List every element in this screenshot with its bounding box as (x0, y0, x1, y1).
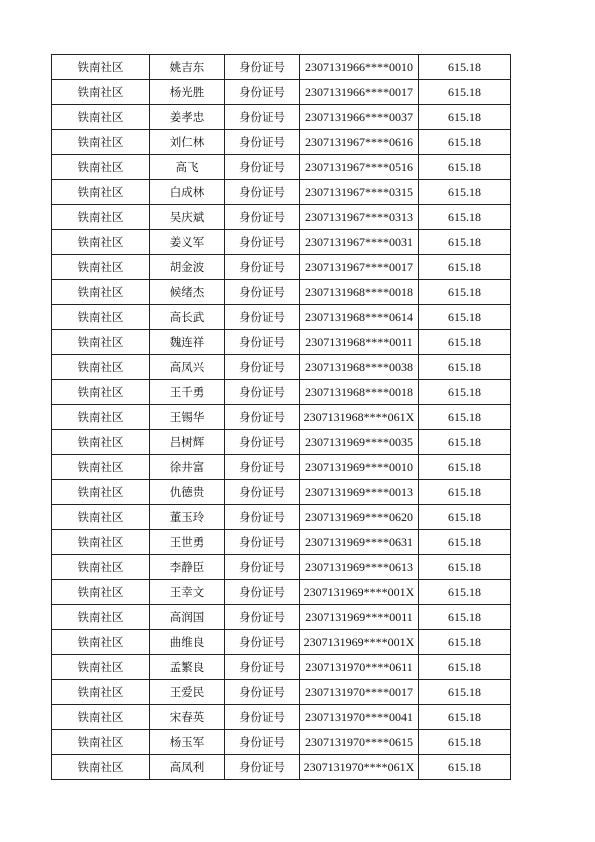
id-number-cell: 2307131967****0031 (300, 230, 419, 255)
id-type-cell: 身份证号 (225, 380, 300, 405)
name-cell: 董玉玲 (150, 505, 225, 530)
community-cell: 铁南社区 (52, 705, 150, 730)
table-row (52, 330, 511, 355)
id-type-cell: 身份证号 (225, 405, 300, 430)
table-row (52, 280, 511, 305)
community-cell: 铁南社区 (52, 405, 150, 430)
name-cell: 姜义军 (150, 230, 225, 255)
id-type-cell: 身份证号 (225, 480, 300, 505)
id-type-cell: 身份证号 (225, 180, 300, 205)
name-cell: 王千勇 (150, 380, 225, 405)
community-cell: 铁南社区 (52, 205, 150, 230)
community-cell: 铁南社区 (52, 730, 150, 755)
id-type-cell: 身份证号 (225, 555, 300, 580)
name-cell: 王世勇 (150, 530, 225, 555)
name-cell: 高飞 (150, 155, 225, 180)
amount-cell: 615.18 (419, 230, 511, 255)
table-row (52, 180, 511, 205)
community-cell: 铁南社区 (52, 455, 150, 480)
id-type-cell: 身份证号 (225, 255, 300, 280)
id-number-cell: 2307131966****0037 (300, 105, 419, 130)
name-cell: 宋春英 (150, 705, 225, 730)
community-cell: 铁南社区 (52, 655, 150, 680)
amount-cell: 615.18 (419, 55, 511, 80)
id-type-cell: 身份证号 (225, 705, 300, 730)
id-number-cell: 2307131969****0631 (300, 530, 419, 555)
id-type-cell: 身份证号 (225, 630, 300, 655)
community-cell: 铁南社区 (52, 530, 150, 555)
table-row (52, 55, 511, 80)
id-type-cell: 身份证号 (225, 80, 300, 105)
id-number-cell: 2307131968****0018 (300, 380, 419, 405)
id-number-cell: 2307131969****0011 (300, 605, 419, 630)
community-cell: 铁南社区 (52, 55, 150, 80)
id-number-cell: 2307131969****001X (300, 630, 419, 655)
table-row (52, 80, 511, 105)
table-row (52, 680, 511, 705)
table-row (52, 605, 511, 630)
id-number-cell: 2307131970****0615 (300, 730, 419, 755)
community-cell: 铁南社区 (52, 380, 150, 405)
name-cell: 高长武 (150, 305, 225, 330)
amount-cell: 615.18 (419, 405, 511, 430)
community-cell: 铁南社区 (52, 355, 150, 380)
name-cell: 曲维良 (150, 630, 225, 655)
id-type-cell: 身份证号 (225, 580, 300, 605)
name-cell: 仇德贵 (150, 480, 225, 505)
amount-cell: 615.18 (419, 305, 511, 330)
table-row (52, 505, 511, 530)
id-type-cell: 身份证号 (225, 205, 300, 230)
community-cell: 铁南社区 (52, 80, 150, 105)
id-type-cell: 身份证号 (225, 655, 300, 680)
table-row (52, 705, 511, 730)
name-cell: 候绪杰 (150, 280, 225, 305)
table-row (52, 555, 511, 580)
id-number-cell: 2307131967****0315 (300, 180, 419, 205)
table-row (52, 530, 511, 555)
amount-cell: 615.18 (419, 155, 511, 180)
id-number-cell: 2307131968****0018 (300, 280, 419, 305)
community-cell: 铁南社区 (52, 630, 150, 655)
id-type-cell: 身份证号 (225, 505, 300, 530)
name-cell: 吴庆斌 (150, 205, 225, 230)
table-row (52, 455, 511, 480)
community-cell: 铁南社区 (52, 505, 150, 530)
community-cell: 铁南社区 (52, 105, 150, 130)
id-type-cell: 身份证号 (225, 680, 300, 705)
community-cell: 铁南社区 (52, 230, 150, 255)
records-table-body (52, 55, 511, 780)
community-cell: 铁南社区 (52, 680, 150, 705)
community-cell: 铁南社区 (52, 280, 150, 305)
community-cell: 铁南社区 (52, 330, 150, 355)
id-type-cell: 身份证号 (225, 330, 300, 355)
id-number-cell: 2307131970****0041 (300, 705, 419, 730)
id-number-cell: 2307131968****0011 (300, 330, 419, 355)
id-number-cell: 2307131968****0038 (300, 355, 419, 380)
name-cell: 高凤利 (150, 755, 225, 780)
amount-cell: 615.18 (419, 480, 511, 505)
name-cell: 王爱民 (150, 680, 225, 705)
table-row (52, 105, 511, 130)
table-row (52, 655, 511, 680)
amount-cell: 615.18 (419, 555, 511, 580)
table-row (52, 230, 511, 255)
id-number-cell: 2307131966****0017 (300, 80, 419, 105)
community-cell: 铁南社区 (52, 605, 150, 630)
id-number-cell: 2307131970****061X (300, 755, 419, 780)
records-table (51, 54, 511, 780)
id-type-cell: 身份证号 (225, 305, 300, 330)
amount-cell: 615.18 (419, 105, 511, 130)
id-number-cell: 2307131969****0010 (300, 455, 419, 480)
id-number-cell: 2307131967****0516 (300, 155, 419, 180)
community-cell: 铁南社区 (52, 155, 150, 180)
amount-cell: 615.18 (419, 430, 511, 455)
community-cell: 铁南社区 (52, 430, 150, 455)
name-cell: 高凤兴 (150, 355, 225, 380)
table-row (52, 355, 511, 380)
amount-cell: 615.18 (419, 630, 511, 655)
community-cell: 铁南社区 (52, 755, 150, 780)
id-number-cell: 2307131966****0010 (300, 55, 419, 80)
amount-cell: 615.18 (419, 730, 511, 755)
id-number-cell: 2307131969****0613 (300, 555, 419, 580)
community-cell: 铁南社区 (52, 580, 150, 605)
amount-cell: 615.18 (419, 705, 511, 730)
table-row (52, 130, 511, 155)
amount-cell: 615.18 (419, 255, 511, 280)
name-cell: 王幸文 (150, 580, 225, 605)
id-number-cell: 2307131967****0616 (300, 130, 419, 155)
table-row (52, 405, 511, 430)
name-cell: 魏连祥 (150, 330, 225, 355)
amount-cell: 615.18 (419, 330, 511, 355)
amount-cell: 615.18 (419, 80, 511, 105)
amount-cell: 615.18 (419, 355, 511, 380)
table-row (52, 755, 511, 780)
table-row (52, 380, 511, 405)
id-number-cell: 2307131967****0017 (300, 255, 419, 280)
name-cell: 王锡华 (150, 405, 225, 430)
community-cell: 铁南社区 (52, 180, 150, 205)
id-type-cell: 身份证号 (225, 155, 300, 180)
community-cell: 铁南社区 (52, 555, 150, 580)
name-cell: 杨光胜 (150, 80, 225, 105)
amount-cell: 615.18 (419, 180, 511, 205)
table-row (52, 305, 511, 330)
table-row (52, 255, 511, 280)
id-type-cell: 身份证号 (225, 455, 300, 480)
id-number-cell: 2307131967****0313 (300, 205, 419, 230)
id-number-cell: 2307131969****0035 (300, 430, 419, 455)
amount-cell: 615.18 (419, 580, 511, 605)
id-number-cell: 2307131970****0017 (300, 680, 419, 705)
table-row (52, 430, 511, 455)
table-row (52, 730, 511, 755)
id-number-cell: 2307131969****001X (300, 580, 419, 605)
table-row (52, 155, 511, 180)
name-cell: 李静臣 (150, 555, 225, 580)
id-number-cell: 2307131968****0614 (300, 305, 419, 330)
id-type-cell: 身份证号 (225, 105, 300, 130)
name-cell: 徐井富 (150, 455, 225, 480)
id-number-cell: 2307131970****0611 (300, 655, 419, 680)
amount-cell: 615.18 (419, 605, 511, 630)
amount-cell: 615.18 (419, 280, 511, 305)
table-row (52, 580, 511, 605)
amount-cell: 615.18 (419, 530, 511, 555)
id-type-cell: 身份证号 (225, 355, 300, 380)
table-row (52, 205, 511, 230)
amount-cell: 615.18 (419, 505, 511, 530)
id-type-cell: 身份证号 (225, 430, 300, 455)
id-number-cell: 2307131969****0620 (300, 505, 419, 530)
id-type-cell: 身份证号 (225, 230, 300, 255)
name-cell: 姜孝忠 (150, 105, 225, 130)
name-cell: 孟繁良 (150, 655, 225, 680)
name-cell: 高润国 (150, 605, 225, 630)
community-cell: 铁南社区 (52, 480, 150, 505)
id-type-cell: 身份证号 (225, 280, 300, 305)
name-cell: 白成林 (150, 180, 225, 205)
amount-cell: 615.18 (419, 455, 511, 480)
community-cell: 铁南社区 (52, 305, 150, 330)
id-type-cell: 身份证号 (225, 55, 300, 80)
name-cell: 杨玉军 (150, 730, 225, 755)
amount-cell: 615.18 (419, 680, 511, 705)
id-type-cell: 身份证号 (225, 130, 300, 155)
name-cell: 胡金波 (150, 255, 225, 280)
id-type-cell: 身份证号 (225, 730, 300, 755)
amount-cell: 615.18 (419, 655, 511, 680)
amount-cell: 615.18 (419, 380, 511, 405)
id-type-cell: 身份证号 (225, 755, 300, 780)
community-cell: 铁南社区 (52, 255, 150, 280)
amount-cell: 615.18 (419, 205, 511, 230)
id-number-cell: 2307131968****061X (300, 405, 419, 430)
name-cell: 吕树辉 (150, 430, 225, 455)
id-number-cell: 2307131969****0013 (300, 480, 419, 505)
table-row (52, 480, 511, 505)
name-cell: 刘仁林 (150, 130, 225, 155)
name-cell: 姚吉东 (150, 55, 225, 80)
table-row (52, 630, 511, 655)
amount-cell: 615.18 (419, 130, 511, 155)
id-type-cell: 身份证号 (225, 530, 300, 555)
community-cell: 铁南社区 (52, 130, 150, 155)
amount-cell: 615.18 (419, 755, 511, 780)
id-type-cell: 身份证号 (225, 605, 300, 630)
